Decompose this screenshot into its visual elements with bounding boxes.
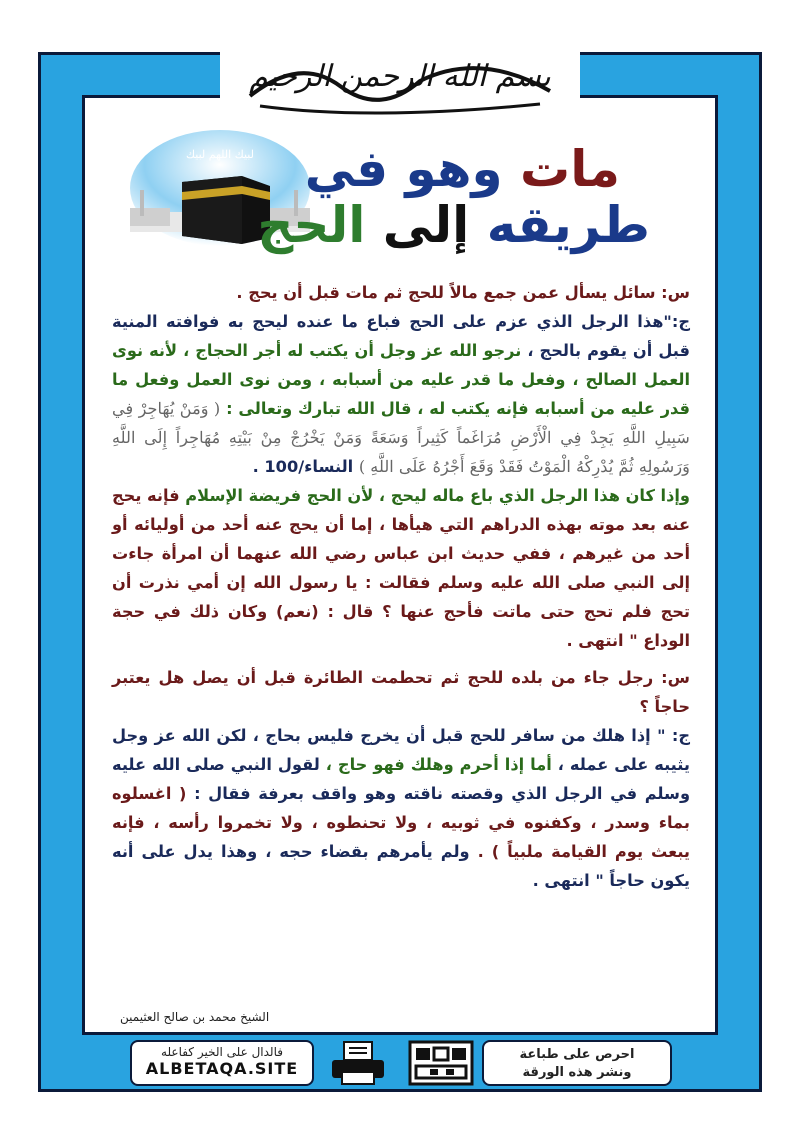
footer-site-link[interactable]: ALBETAQA.SITE: [145, 1059, 299, 1078]
title-line-1: [305, 140, 620, 198]
kaaba-caption: لبيك اللهم لبيك: [186, 148, 254, 161]
answer-1-part-3: وإذا كان هذا الرجل الذي باع ماله ليحج ، لأن الحج فريضة الإسلام: [179, 486, 690, 505]
quran-verse: ( وَمَنْ يُهَاجِرْ فِي سَبِيلِ اللَّهِ يَجِدْ فِي الْأَرْضِ مُرَاغَماً كَثِيراً وَسَعَةً وَمَنْ يَخْرُجْ مِنْ بَيْتِهِ مُهَاجِراً إِلَى اللَّهِ وَرَسُولِهِ ثُمَّ يُدْرِكْهُ الْمَوْتُ فَقَدْ وَقَعَ أَجْرُهُ عَلَى اللَّهِ ): [112, 399, 690, 476]
title-line-2: [257, 196, 650, 254]
footer-print-line-1: احرص على طباعة: [519, 1047, 635, 1062]
answer-2: [112, 721, 690, 895]
footer: [130, 1040, 672, 1092]
hadith-quote: ( اغسلوه بماء وسدر ، وكفنوه في ثوبيه ، ولا تحنطوه ، ولا تخمروا رأسه ، فإنه يبعث يوم القيامة ملبياً ) .: [112, 784, 691, 861]
footer-site-box: [130, 1040, 314, 1086]
title-word-to: إلى: [382, 196, 470, 254]
answer-2-part-5: ولم يأمرهم بقضاء حجه ، وهذا يدل على أنه يكون حاجاً " انتهى .: [112, 842, 690, 890]
question-2-text: س: رجل جاء من بلده للحج ثم تحطمت الطائرة قبل أن يصل هل يعتبر حاجاً ؟: [112, 668, 690, 716]
footer-print-line-2: ونشر هذه الورقة: [522, 1065, 632, 1080]
verse-reference: النساء/100 .: [252, 457, 354, 476]
answer-1-part-4: فإنه يحج عنه بعد موته بهذه الدراهم التي هيأها ، إما أن يحج عنه أحد من أوليائه أو أحد من غيرهم ، ففي حديث ابن عباس رضي الله عنهما أن امرأة جاءت إلى النبي صلى الله عليه وسلم فقالت : يا رسول الله إن أمي نذرت أن تحج فلم تحج حتى ماتت فأحج عنها ؟ قال : (نعم) وكان ذلك في حجة الوداع " انتهى .: [112, 486, 690, 650]
answer-1-part-1: ج:"هذا الرجل الذي عزم على الحج فباع ما عنده ليحج به فوافته المنية قبل أن يقوم بالحج ،: [112, 312, 690, 360]
title-word-hajj: الحج: [257, 196, 366, 254]
title-word-way: طريقه: [486, 196, 650, 254]
albetaqa-logo: [406, 1040, 476, 1086]
answer-2-part-1: ج: " إذا هلك من سافر للحج قبل أن يخرج فليس بحاج ، لكن الله عز وجل يثيبه على عمله ،: [112, 726, 690, 774]
answer-2-part-3: لقول النبي صلى الله عليه وسلم في الرجل الذي وقصته ناقته وهو واقف بعرفة فقال :: [112, 755, 690, 803]
footer-slogan: فالدال على الخير كفاعله: [161, 1045, 283, 1059]
answer-1-continued: [112, 481, 690, 655]
printer-icon: [326, 1040, 390, 1086]
basmala-svg: [220, 36, 580, 120]
question-2: [112, 663, 690, 721]
signature: الشيخ محمد بن صالح العثيمين: [120, 1010, 270, 1024]
question-1: [112, 278, 690, 307]
answer-1-part-2: نرجو الله عز وجل أن يكتب له أجر الحجاج ، لأنه نوى العمل الصالح ، وفعل ما قدر عليه من أسبابه ، ومن نوى العمل وفعل ما قدر عليه من أسبابه فإنه يكتب له ، قال الله تبارك وتعالى :: [112, 341, 690, 418]
question-1-text: س: سائل يسأل عمن جمع مالاً للحج ثم مات قبل أن يحج .: [236, 283, 690, 302]
answer-2-part-2: أما إذا أحرم وهلك فهو حاج ،: [319, 755, 552, 774]
basmala-calligraphy: [220, 36, 580, 120]
footer-print-box: [482, 1040, 672, 1086]
title-word-while: وهو: [405, 140, 503, 198]
answer-1: [112, 307, 690, 481]
article-body: [112, 278, 690, 895]
title-word-died: مات: [520, 140, 620, 198]
basmala-text: بسم الله الرحمن الرحيم: [249, 59, 551, 94]
title-word-in: في: [304, 140, 389, 198]
